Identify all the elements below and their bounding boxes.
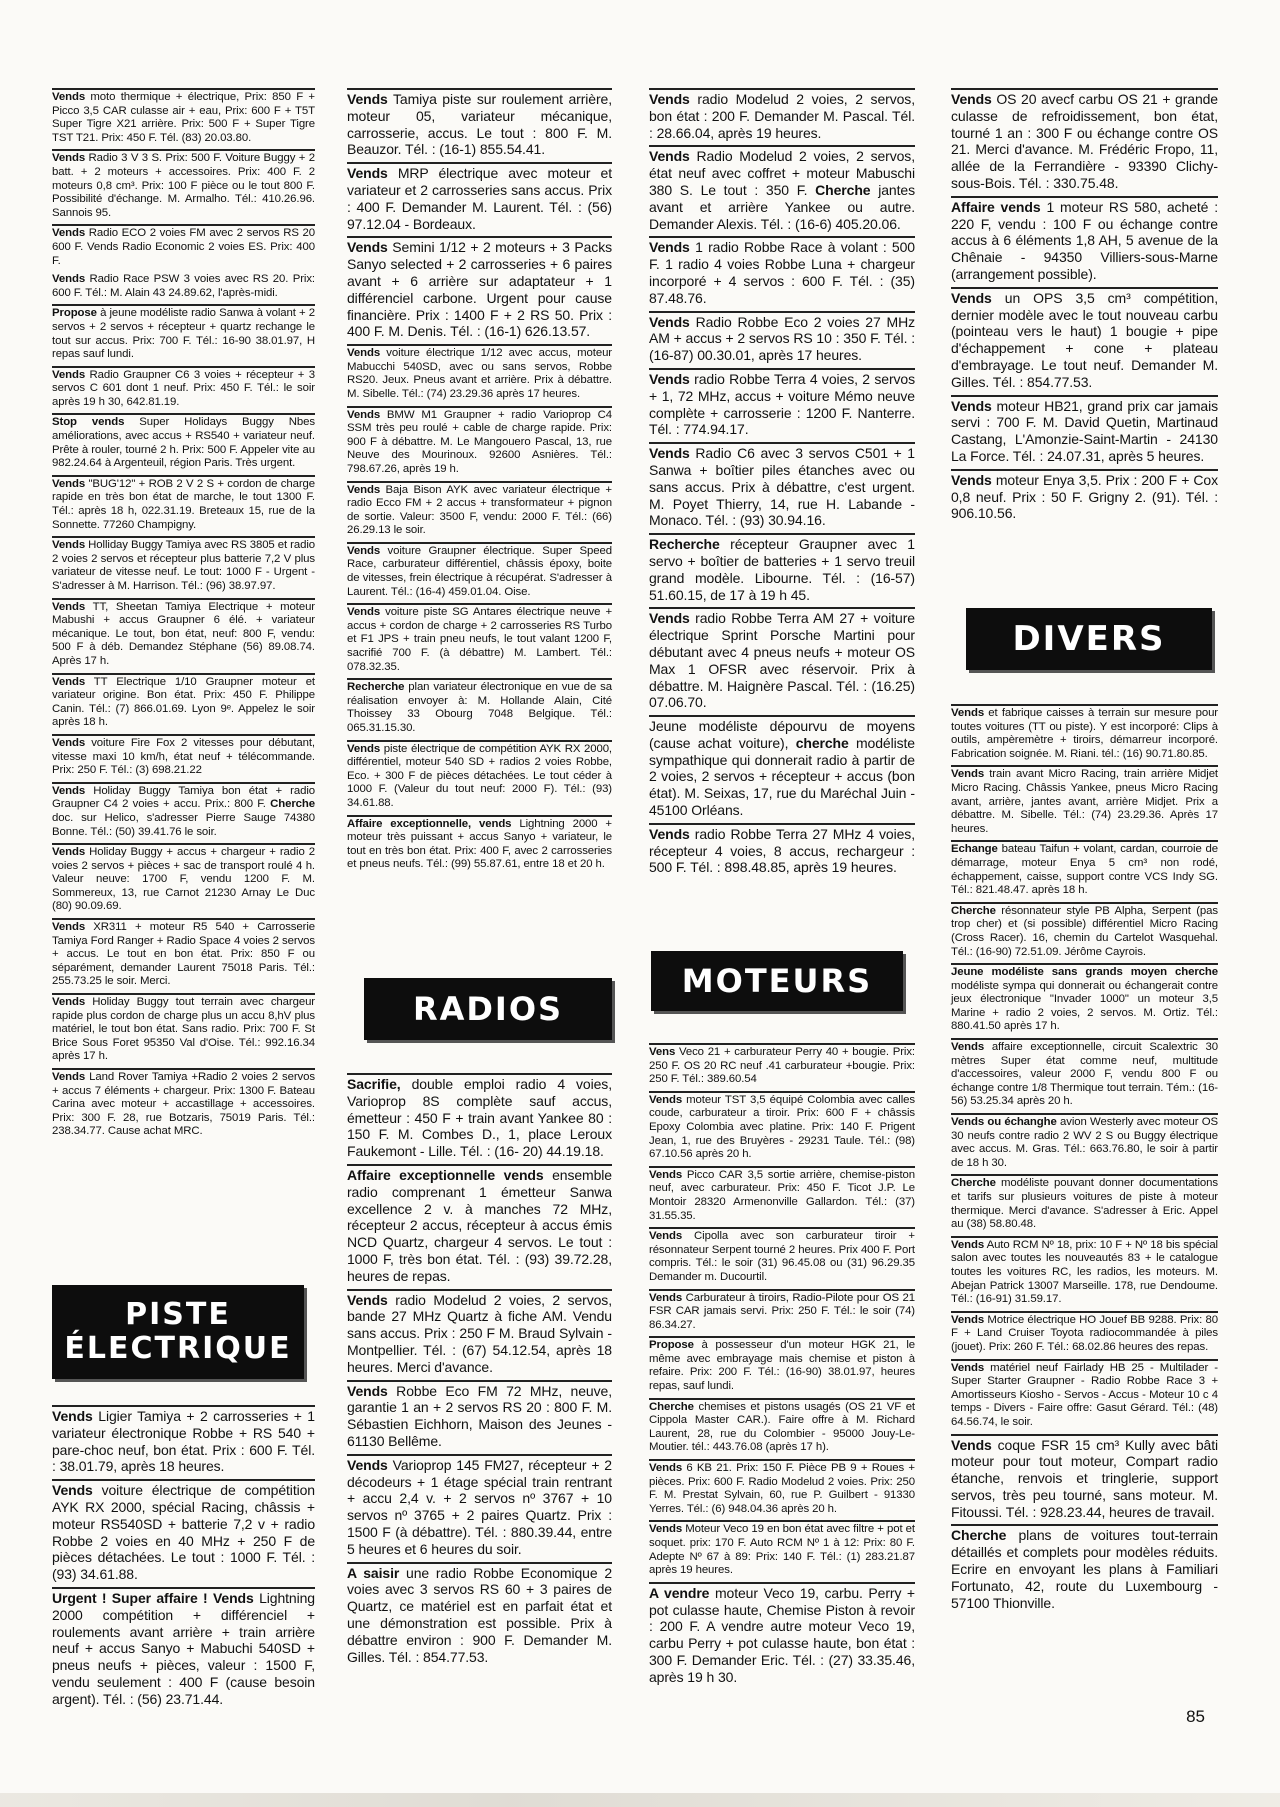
ad-text: 1 moteur RS 580, acheté : 220 F, vendu : 100 F ou échange contre accus à 6 éléments 1,8 AH, 5 avenue de la Chênaie - 94350 Villiers-sous-Marne (arrangement possible). bbox=[951, 198, 1218, 282]
classified-ad bbox=[52, 149, 315, 224]
ad-lead: Sacrifie, bbox=[347, 1076, 401, 1092]
ad-lead: Vends bbox=[649, 1523, 683, 1536]
ad-text: voiture électrique 1/12 avec accus, moteur Mabucchi 540SD, avec ou sans servos, Robbe RS20. Jeux. Pneus avant et arrière. Prix à débattre. M. Sibelle. Tél.: (74) 23.29.36 après 17 heures. bbox=[347, 347, 612, 400]
ad-text: Lightning 2000 + moteur très puissant + accus Sanyo + variateur, le tout en très bon état. Prix: 400 F, avec 2 carrosseries et pneus neufs. Tél.: (99) 55.87.61, entre 18 et 20 h. bbox=[347, 817, 612, 871]
classified-ad bbox=[52, 843, 315, 918]
ad-lead: Vends bbox=[52, 368, 86, 381]
classified-ad bbox=[649, 1459, 915, 1520]
classified-ad bbox=[649, 1520, 915, 1581]
ad-text: Lightning 2000 compétition + différenciel + roulements avant arrière + train arrière neuf + accus Sanyo + Mabuchi 540SD + pneus neufs + pièces, valeur : 1500 F, vendu seulement : 400 F (cause besoin argent). Tél. : (56) 23.71.44. bbox=[52, 1589, 315, 1707]
ad-text: récepteur Graupner avec 1 servo + boîtier de batteries + 1 servo treuil grand modèle. Libourne. Tél. : (16-57) 51.60.15, de 17 à 19 h 45. bbox=[649, 536, 915, 603]
classified-ad bbox=[649, 1336, 915, 1397]
banner-label: DIVERS bbox=[1012, 619, 1166, 659]
ad-text: plan variateur électronique en vue de sa réalisation envoyer à: M. Hollande Alain, Cité Thoissey 33 Obourg 7048 Belgique. Tél.: 065.31.15.30. bbox=[347, 681, 612, 734]
ad-text: modéliste pouvant donner documentations et tarifs sur plusieurs voitures de piste à moteur thermique. Merci d'avance. S'adresser à Eric. Appel au (38) 58.80.48. bbox=[951, 1177, 1218, 1231]
ad-lead: Cherche bbox=[951, 904, 996, 917]
ad-lead: Vends bbox=[52, 91, 86, 103]
classified-ad bbox=[347, 815, 612, 876]
ad-text: BMW M1 Graupner + radio Varioprop C4 SSM très peu roulé + cable de charge rapide. Prix: 900 F à débattre. M. Le Mangouero Pascal, 13, rue Neuve des Mourinoux. 92600 Asnières. Tél.: 798.67.26, après 19 h. bbox=[347, 408, 612, 475]
classified-ad bbox=[649, 236, 915, 310]
ad-lead: Vends bbox=[52, 273, 86, 286]
ad-text: affaire exceptionnelle, circuit Scalextric 30 mètres Super état comme neuf, multitude d'accessoires, valeur 2000 F, vendu 800 F ou échange contre 1/8 Thermique tout terrain. Tém.: (16-56) 53.25.34 après 20 h. bbox=[951, 1041, 1218, 1108]
classified-ad bbox=[347, 1164, 612, 1289]
ad-lead: Vends bbox=[52, 921, 86, 934]
ad-text: moteur HB21, grand prix car jamais servi : 700 F. M. David Quetin, Martinaud Castang, L'Amonzie-Saint-Martin - 24130 La Force. Tél. : 24.07.31, après 5 heures. bbox=[951, 397, 1218, 464]
ad-text: à jeune modéliste radio Sanwa à volant + 2 servos + 2 servos + récepteur + quartz rechange le tout sur accus. Prix: 700 F. Tél.: 16-90 38.01.97, H repas sauf lundi. bbox=[52, 307, 315, 361]
classified-ad bbox=[649, 368, 915, 442]
ad-text: doc. sur Helico, s'adresser Pierre Sauge 74380 Bonne. Tél.: (50) 39.41.76 le soir. bbox=[52, 811, 315, 838]
ad-text: Tamiya piste sur roulement arrière, moteur 05, variateur mécanique, carrosserie, accus. Le tout : 800 F. M. Beauzor. Tél. : (16-1) 855.54.41. bbox=[347, 91, 612, 158]
ad-lead: Vends bbox=[52, 152, 86, 165]
ad-lead: Propose bbox=[649, 1339, 694, 1352]
classified-ad bbox=[347, 740, 612, 815]
ad-lead: Vends bbox=[52, 736, 86, 749]
ad-text: MRP électrique avec moteur et variateur et 2 carrosseries sans accus. Prix : 400 F. Demander M. Laurent. Tél. : (56) 97.12.04 - Bordeaux. bbox=[347, 165, 612, 232]
classified-ad bbox=[649, 823, 915, 880]
ad-text: plans de voitures tout-terrain détaillés et complets pour modèles réduits. Ecrire en envoyant les plans à Familiari Fortunato, 42, route du Luxembourg - 57100 Thionville. bbox=[951, 1527, 1218, 1611]
ad-text: radio Robbe Terra 4 voies, 2 servos + 1, 72 MHz, accus + voiture Mémo neuve complète + carrosserie : 1200 F. Nanterre. Tél. : 774.94.17. bbox=[649, 370, 915, 438]
ad-lead: Echange bbox=[951, 843, 998, 856]
ad-lead: Vends bbox=[52, 1071, 86, 1083]
ad-text: TT, Sheetan Tamiya Electrique + moteur Mabushi + accus Graupner 6 élé. + variateur mécanique. Le tout, bon état, neuf: 800 F, vendu: 500 F à déb. Demandez Stéphane (56) 89.08.74. Après 17 h. bbox=[52, 600, 315, 667]
classified-ad bbox=[347, 1289, 612, 1380]
column-2-bottom bbox=[347, 1073, 612, 1669]
classified-ad bbox=[52, 224, 315, 272]
ad-text: piste électrique de compétition AYK RX 2000, différentiel, moteur 540 SD + radios 2 voies Robbe, Eco. + 300 F de pièces détachées. Le tout céder à 1000 F. (Valeur du tout neuf: 2000 F). Tél.: (93) 34.61.88. bbox=[347, 742, 612, 809]
ad-text: Varioprop 145 FM27, récepteur + 2 décodeurs + 1 étage spécial train rentrant + accu 2,4 v. + 2 servos nº 3767 + 10 servos nº 3765 + 2 paires Quartz. Prix : 1500 F (à débattre). Tél. : 880.39.44, entre 5 heures et 6 heures du soir. bbox=[347, 1456, 612, 1557]
classified-ad bbox=[649, 533, 915, 607]
ad-lead: Vends bbox=[347, 1456, 388, 1473]
ad-lead: Vends bbox=[52, 996, 86, 1009]
column-3-bottom bbox=[649, 1043, 915, 1690]
classified-ad bbox=[649, 1043, 915, 1091]
ad-lead: A saisir bbox=[347, 1564, 400, 1581]
classified-ad bbox=[649, 442, 915, 533]
column-1-bottom bbox=[52, 1405, 315, 1712]
classified-ad bbox=[347, 1454, 612, 1562]
ad-lead: Vends bbox=[52, 1408, 93, 1424]
classified-ad bbox=[951, 963, 1218, 1038]
classified-ad bbox=[52, 782, 315, 843]
ad-text: bateau Taifun + volant, cardan, courroie de démarrage, moteur Enya 5 cm³ non rodé, échappement, caisse, support contre VCS Indy SG. Tél.: 821.48.47. après 18 h. bbox=[951, 843, 1218, 897]
ad-lead: Vends bbox=[951, 1238, 985, 1251]
ad-text: Carburateur à tiroirs, Radio-Pilote pour OS 21 FSR CAR jamais servi. Prix: 250 F. Tél.: le soir (74) 86.34.27. bbox=[649, 1291, 915, 1331]
ad-lead: A vendre bbox=[649, 1584, 710, 1601]
ad-text: à possesseur d'un moteur HGK 21, le même avec embrayage mais chemise et piston à refaire. Prix: 200 F. Tél.: (16-90) 38.01.97, heures repas, sauf lundi. bbox=[649, 1339, 915, 1393]
ad-text: ensemble radio comprenant 1 émetteur Sanwa excellence 2 v. à manches 72 MHz, récepteur 2 accus, récepteur à accus émis NCD Quartz, chargeur 4 servos. Le tout : 1000 F, très bon état. Tél. : (93) 39.72.28, heures de repas. bbox=[347, 1166, 612, 1284]
ad-lead: Propose bbox=[52, 307, 97, 320]
classified-ad bbox=[347, 344, 612, 405]
classified-ad bbox=[951, 1524, 1218, 1615]
ad-lead: Vends bbox=[951, 91, 992, 107]
classified-ad bbox=[649, 1166, 915, 1227]
ad-lead: Cherche bbox=[951, 1527, 1007, 1544]
ad-lead: Vends bbox=[52, 539, 86, 552]
ad-text: moteur TST 3,5 équipé Colombia avec calles coude, carburateur a tiroir. Prix: 600 F + châssis Epoxy Colombia avec platine. Prix: 140 F. Prigent Jean, 1, rue des Bruyères - 29231 Taule. Tél.: (98) 67.10.56 après 20 h. bbox=[649, 1093, 915, 1161]
ad-lead: Affaire vends bbox=[951, 198, 1041, 215]
ad-text: Radio C6 avec 3 servos C501 + 1 Sanwa + boîtier piles étanches avec ou sans accus. Prix à débattre, c'est urgent. M. Poyet Thierry, 14, rue H. Labande - Monaco. Tél. : (93) 30.94.16. bbox=[649, 445, 915, 529]
ad-text: voiture électrique de compétition AYK RX 2000, spécial Racing, châssis + moteur RS540SD + batterie 7,2 v + radio Robbe 2 voies en 40 MHz + 250 F de pièces détachées. Le tout : 1000 F. Tél. : (93) 34.61.88. bbox=[52, 1482, 315, 1583]
classified-ad bbox=[951, 287, 1218, 395]
ad-lead: Cherche bbox=[815, 181, 871, 198]
ad-lead: Vends bbox=[347, 544, 381, 557]
classified-ad bbox=[951, 902, 1218, 963]
banner-line-1: PISTE bbox=[125, 1297, 231, 1332]
ad-lead: Vends bbox=[347, 239, 388, 256]
classified-ad bbox=[52, 304, 315, 365]
ad-text: radio Robbe Terra 27 MHz 4 voies, récepteur 4 voies, 8 accus, rechargeur : 500 F. Tél. : 898.48.85, après 19 heures. bbox=[649, 825, 915, 876]
classified-ad bbox=[951, 1311, 1218, 1359]
banner-piste-electrique bbox=[52, 1285, 304, 1379]
ad-lead: Cherche bbox=[649, 1400, 694, 1413]
ad-lead: Vends bbox=[951, 1313, 985, 1326]
banner-moteurs bbox=[651, 951, 903, 1011]
classified-ad bbox=[52, 1068, 315, 1143]
classified-ad bbox=[951, 1038, 1218, 1113]
page-number: 85 bbox=[1186, 1707, 1205, 1726]
classified-ad bbox=[347, 542, 612, 603]
ad-lead: Affaire exceptionnelle vends bbox=[347, 1166, 544, 1183]
ad-lead: Vends bbox=[347, 91, 388, 107]
classified-ad bbox=[951, 88, 1218, 196]
classified-ad bbox=[951, 1236, 1218, 1311]
ad-lead: Stop vends bbox=[52, 416, 125, 429]
classified-ad bbox=[52, 272, 315, 304]
ad-text: modéliste sympa qui donnerait ou échangerait contre jeux électronique "Invader 1000" un moteur 3,5 Marine + radio 2 voies, 2 servos. M. Ortiz. Tél.: 880.41.50 après 17 h. bbox=[951, 979, 1218, 1033]
classified-ad bbox=[347, 1073, 612, 1164]
ad-text: modéliste sympathique qui donnerait radio à partir de 2 voies, 2 servos + récepteur + accus (bon état). M. Seixas, 17, rue du Maréchal Juin - 45100 Orléans. bbox=[649, 734, 915, 819]
ad-lead: Vends bbox=[649, 148, 690, 165]
ad-lead: Vends bbox=[649, 1230, 683, 1243]
classified-ad bbox=[52, 413, 315, 474]
ad-lead: Vends bbox=[347, 1291, 388, 1308]
ad-text: Land Rover Tamiya +Radio 2 voies 2 servos + accus 7 éléments + chargeur. Prix: 1300 F. Bateau Carina avec moteur + accastillage + accessoires. Prix: 300 F. 28, rue Botzaris, 75019 Paris. Tél.: 238.34.77. Cause achat MRC. bbox=[52, 1071, 315, 1138]
ad-text: TT Electrique 1/10 Graupner moteur et variateur origine. Bon état. Prix: 450 F. Philippe Canin. Tél.: (7) 866.01.69. Lyon 9ᵉ. Appelez le soir après 18 h. bbox=[52, 675, 315, 729]
ad-lead: Vends bbox=[649, 370, 690, 387]
classified-ad bbox=[951, 840, 1218, 901]
ad-text: radio Robbe Terra AM 27 + voiture électrique Sprint Porsche Martini pour débutant avec 4 pneus neufs + moteur OS Max 1 OFSR avec réservoir. Prix à débattre. M. Haignère Pascal. Tél. : (16.25) 07.06.70. bbox=[649, 610, 915, 711]
ad-text: Picco CAR 3,5 sortie arrière, chemise-piston neuf, avec carburateur. Prix: 450 F. Ticot J.P. Le Montoir 28320 Armenonville Gallardon. Tél.: (37) 31.55.35. bbox=[649, 1168, 915, 1222]
ad-text: Baja Bison AYK avec variateur électrique + radio Ecco FM + 2 accus + transformateur + pignon de sortie. Valeur: 3500 F, vendu: 2000 F. Tél.: (66) 26.29.13 le soir. bbox=[347, 483, 612, 537]
ad-text: XR311 + moteur R5 540 + Carrosserie Tamiya Ford Ranger + Radio Space 4 voies 2 servos + accus. Le tout en bon état. Prix: 850 F ou séparément, demander Laurent 75018 Paris. Tél.: 255.73.25 le soir. Merci. bbox=[52, 921, 315, 988]
column-2 bbox=[347, 88, 612, 876]
ad-text: résonnateur style PB Alpha, Serpent (pas trop cher) et (si possible) différentiel Micro Racing (Cross Racer). 16, chemin du Cartelot Wasquehal. Tél.: (16-90) 72.51.09. Jérôme Cayrois. bbox=[951, 904, 1218, 958]
classified-ad bbox=[52, 475, 315, 536]
classified-ad bbox=[52, 673, 315, 734]
ad-text: avion Westerly avec moteur OS 30 neufs contre radio 2 WV 2 S ou Buggy électrique avec accus. M. Gras. Tél.: 663.76.80, le soir à partir de 18 h 30. bbox=[951, 1116, 1218, 1169]
ad-lead: Vends bbox=[951, 1361, 985, 1374]
ad-text: Holiday Buggy + accus + chargeur + radio 2 voies 2 servos + pièces + sac de transport roulé 4 h. Valeur neuve: 1700 F, vendu 1200 F. M. Sommereux, 13, rue Carnot 21230 Arnay Le Duc (80) 90.09.69. bbox=[52, 846, 315, 913]
ad-lead: Vends bbox=[649, 825, 690, 842]
ad-text: Motrice électrique HO Jouef BB 9288. Prix: 80 F + Land Cruiser Toyota radiocommandée à piles (jouet). Prix: 260 F. Tél.: 68.02.86 heures des repas. bbox=[951, 1313, 1218, 1353]
ad-text: chemises et pistons usagés (OS 21 VF et Cippola Master CAR.). Faire offre à M. Richard Laurent, 28, rue du Colombier - 95000 Jouy-Le-Moutier. tél.: 443.76.08 (après 17 h). bbox=[649, 1400, 915, 1454]
ad-text: moto thermique + électrique, Prix: 850 F + Picco 3,5 CAR culasse air + eau, Prix: 600 F + T5T Super Tigre X21 arrière. Prix: 500 F + Super Tigre TST T21. Prix: 450 F. Tél. (83) 20.03.80. bbox=[52, 91, 315, 144]
classified-ad bbox=[951, 704, 1218, 765]
ad-text: Robbe Eco FM 72 MHz, neuve, garantie 1 an + 2 servos RS 20 : 800 F. M. Sébastien Eichhorn, Maison des Jeunes - 61130 Bellême. bbox=[347, 1382, 612, 1449]
ad-lead: Vends bbox=[347, 483, 381, 496]
ad-lead: Vends bbox=[649, 91, 690, 107]
ad-text: voiture Graupner électrique. Super Speed Race, carburateur différentiel, châssis époxy, boite de vitesses, frein électrique à récupérat. S'adresser à Laurent. Tél.: (16-4) 459.01.04. Oise. bbox=[347, 544, 612, 598]
ad-text: Moteur Veco 19 en bon état avec filtre + pot et soquet. prix: 170 F. Auto RCM Nº 1 à 12: Prix: 80 F. Adepte Nº 67 à 89: Prix: 140 F. Tél.: (1) 283.21.87 après 19 heures. bbox=[649, 1523, 915, 1577]
ad-text: Holiday Buggy Tamiya bon état + radio Graupner C4 2 voies + accu. Prix.: 800 F. bbox=[52, 784, 315, 811]
classified-ad bbox=[951, 1113, 1218, 1174]
classified-ad bbox=[52, 1479, 315, 1587]
classified-ad bbox=[52, 993, 315, 1068]
ad-text: Jeune modéliste dépourvu de moyens (cause achat voiture), bbox=[649, 718, 915, 751]
classified-ad bbox=[347, 1380, 612, 1454]
column-3 bbox=[649, 88, 915, 880]
classified-ad bbox=[52, 734, 315, 782]
ad-text: matériel neuf Fairlady HB 25 - Multilader - Super Starter Graupner - Radio Robbe Race 3 + Amortisseurs Kiosho - Servos - Accus - Moteur 10 c 4 temps - Divers - Faire offre: Gasut Gérard. Tél.: (48) 64.56.74, le soir. bbox=[951, 1361, 1218, 1428]
ad-text: Super Holidays Buggy Nbes améliorations, avec accus + RS540 + variateur neuf. Prête à rouler, tourné 2 h. Prix: 500 F. Appeler vite au 982.24.64 à Argenteuil, région Paris. Très urgent. bbox=[52, 416, 315, 470]
ad-text: OS 20 avecf carbu OS 21 + grande culasse de refroidissement, bon état, tourné 1 an : 300 F ou échange contre OS 21. Merci d'avance. M. Frédéric Fropo, 11, allée de la Ferrandière - 93390 Clichy-sous-Bois. Tél. : 330.75.48. bbox=[951, 91, 1218, 191]
ad-lead: Vends bbox=[951, 1041, 985, 1054]
ad-text: coque FSR 15 cm³ Kully avec bâti moteur pour tout moteur, Compart radio étanche, renvois et tringlerie, support servos, très peu tourné, sans moteur. M. Fitoussi. Tél. : 928.23.44, heures de travail. bbox=[951, 1436, 1218, 1520]
ad-lead: Vends bbox=[951, 1436, 992, 1453]
ad-text: Radio ECO 2 voies FM avec 2 servos RS 20 600 F. Vends Radio Economic 2 voies ES. Prix: 400 F. bbox=[52, 227, 315, 267]
ad-text: 1 radio Robbe Race à volant : 500 F. 1 radio 4 voies Robbe Luna + chargeur incorporé + 4 servos : 600 F. Tél. : (35) 87.48.76. bbox=[649, 239, 915, 306]
column-4 bbox=[951, 88, 1218, 526]
classified-ad bbox=[649, 607, 915, 715]
ad-text: Auto RCM Nº 18, prix: 10 F + Nº 18 bis spécial salon avec toutes les nouveautés 83 + le catalogue toutes les voitures RC, les radios, les moteurs. M. Abejan Patrick 13007 Marseille. 178, rue Dendoume. Tél.: (16-91) 31.59.17. bbox=[951, 1238, 1218, 1306]
ad-lead: Vends bbox=[649, 610, 690, 627]
classified-ad bbox=[951, 1434, 1218, 1525]
ad-lead: Affaire exceptionnelle, vends bbox=[347, 817, 512, 830]
classified-ad bbox=[52, 536, 315, 597]
classified-ad bbox=[649, 1582, 915, 1690]
ad-text: Semini 1/12 + 2 moteurs + 3 Packs Sanyo selected + 2 carrosseries + 6 paires avant + 6 arrière sur adaptateur + 1 différenciel carbone. Urgent pour cause financière. Prix : 1400 F + 2 RS 50. Prix : 400 F. M. Denis. Tél. : (16-1) 626.13.57. bbox=[347, 239, 612, 340]
classified-ad bbox=[951, 395, 1218, 469]
ad-text: Radio Robbe Eco 2 voies 27 MHz AM + accus + 2 servos RS 10 : 350 F. Tél. : (16-87) 00.30.01, après 17 heures. bbox=[649, 313, 915, 364]
ad-lead: Cherche bbox=[951, 1177, 996, 1190]
classified-ad bbox=[649, 1398, 915, 1459]
classified-ad bbox=[649, 1227, 915, 1288]
ad-lead: Vends ou échanghe bbox=[951, 1116, 1057, 1129]
ad-lead: Vends bbox=[52, 675, 86, 688]
ad-text: double emploi radio 4 voies, Varioprop 8S complète sauf accus, émetteur : 450 F + train avant Yankee 80 : 150 F. M. Combes D., 1, place Leroux Faukemont - Lille. Tél. : (16- 20) 44.19.18. bbox=[347, 1076, 612, 1160]
ad-text: voiture Fire Fox 2 vitesses pour débutant, vitesse maxi 10 km/h, état neuf + télécommande. Prix: 250 F. Tél.: (3) 698.21.22 bbox=[52, 736, 315, 777]
banner-radios bbox=[364, 978, 612, 1040]
ad-text: Veco 21 + carburateur Perry 40 + bougie. Prix: 250 F. OS 20 RC neuf .41 carburateur +bougie. Prix: 250 F. Tél.: 389.60.54 bbox=[649, 1046, 915, 1086]
classified-ad bbox=[52, 1587, 315, 1712]
ad-text: 6 KB 21. Prix: 150 F. Pièce PB 9 + Roues + pièces. Prix: 600 F. Radio Modelud 2 voies. Prix: 250 F. M. Prestat Sylvain, 60, rue P. Guilbert - 91330 Yerres. Tél.: (6) 948.04.36 après 20 h. bbox=[649, 1462, 915, 1515]
classified-ad bbox=[52, 1405, 315, 1479]
classified-ad bbox=[347, 678, 612, 739]
classified-ad bbox=[347, 162, 612, 236]
ad-lead: Recherche bbox=[649, 536, 720, 553]
ad-text: Radio Graupner C6 3 voies + récepteur + 3 servos C 601 dont 1 neuf. Prix: 450 F. Tél.: le soir après 19 h 30, 642.81.19. bbox=[52, 368, 315, 408]
classified-ad bbox=[347, 1562, 612, 1670]
ad-text: moteur Veco 19, carbu. Perry + pot culasse haute, Chemise Piston à revoir : 200 F. A vendre autre moteur Veco 19, carbu Perry + pot culasse haute, bon état : 300 F. Demander Eric. Tél. : (27) 33.35.46, après 19 h 30. bbox=[649, 1584, 915, 1685]
column-1 bbox=[52, 88, 315, 1143]
ad-lead: Vends bbox=[649, 239, 690, 256]
ad-lead: Vends bbox=[52, 1482, 93, 1499]
ad-text: "BUG'12" + ROB 2 V 2 S + cordon de charge rapide en très bon état de marche, le tout 1300 F. Tél.: après 18 h, 022.31.19. Breteaux 15, rue de la Sonnette. 77260 Champigny. bbox=[52, 477, 315, 531]
ad-text: radio Modelud 2 voies, 2 servos, bon état : 200 F. Demander M. Pascal. Tél. : 28.66.04, après 19 heures. bbox=[649, 91, 915, 141]
ad-text: Radio 3 V 3 S. Prix: 500 F. Voiture Buggy + 2 batt. + 2 moteurs + accessoires. Prix: 400 F. 2 moteurs 0,8 cm³. Prix: 100 F pièce ou le tout 800 F. Possibilité d'échange. M. Armalho. Tél.: 410.26.96. Sannois 95. bbox=[52, 152, 315, 219]
classified-ad bbox=[649, 88, 915, 145]
classified-ad bbox=[347, 406, 612, 481]
ad-lead: Vends bbox=[347, 165, 388, 182]
classified-ad bbox=[347, 603, 612, 678]
ad-lead: Vends bbox=[52, 600, 86, 613]
ad-lead: Vends bbox=[347, 742, 381, 755]
ad-lead: Vends bbox=[649, 1093, 683, 1106]
ad-lead: Vends bbox=[649, 445, 690, 462]
ad-lead: Vends bbox=[649, 313, 690, 330]
classified-ad bbox=[951, 196, 1218, 287]
classified-ad bbox=[649, 715, 915, 823]
ad-text: jantes avant et arrière Yankee ou autre. Demander Alexis. Tél. : (16-6) 405.20.06. bbox=[649, 181, 915, 232]
ad-text: un OPS 3,5 cm³ compétition, dernier modèle avec le tout nouveau carbu (pointeau vers le haut) 1 bougie + pipe d'échappement + cone + plateau d'embrayage. Le tout neuf. Demander M. Gilles. Tél. : 854.77.53. bbox=[951, 289, 1218, 390]
ad-lead: cherche bbox=[795, 734, 849, 751]
ad-lead: Vends bbox=[951, 397, 992, 414]
ad-text: moteur Enya 3,5. Prix : 200 F + Cox 0,8 neuf. Prix : 50 F. Grigny 2. (91). Tél. : 906.10.56. bbox=[951, 471, 1218, 522]
ad-text: Holliday Buggy Tamiya avec RS 3805 et radio 2 voies 2 servos et récepteur plus batterie 7,2 V plus variateur de vitesse neuf. Le tout: 1000 F - Urgent - S'adresser à M. Harrison. Tél.: (96) 38.97.97. bbox=[52, 539, 315, 592]
ad-text: voiture piste SG Antares électrique neuve + accus + cordon de charge + 2 carrosseries RS Turbo et F1 JPS + train pneu neufs, le tout valant 1200 F, sacrifié 700 F. (à débattre) M. Lambert. Tél.: 078.32.35. bbox=[347, 606, 612, 673]
banner-label: MOTEURS bbox=[681, 962, 873, 1000]
ad-text: Holiday Buggy tout terrain avec chargeur rapide plus cordon de charge plus un accu 8,hV plus matériel, le tout bon état. Sans radio. Prix: 700 F. St Brice Sous Foret 95350 Val d'Oise. Tél.: 992.16.34 après 17 h. bbox=[52, 996, 315, 1063]
ad-lead: Vends bbox=[951, 707, 985, 719]
ad-lead: Recherche bbox=[347, 681, 405, 694]
classified-ad bbox=[951, 469, 1218, 526]
ad-lead: Vends bbox=[52, 227, 86, 240]
ad-lead: Vends bbox=[951, 289, 992, 306]
ad-lead: Cherche bbox=[270, 798, 315, 811]
classified-ad bbox=[52, 598, 315, 673]
ad-text: et fabrique caisses à terrain sur mesure pour toutes voitures (TT ou piste). Y est incorporé: Clips à outils, ampèremètre + tiroirs, démarreur incorporé. Fabrication soignée. M. Riani. tél.: (16) 90.71.80.85. bbox=[951, 707, 1218, 760]
ad-lead: Vends bbox=[649, 1291, 683, 1304]
ad-lead: Vends bbox=[649, 1168, 683, 1181]
classified-ad bbox=[52, 88, 315, 149]
ad-lead: Vends bbox=[347, 347, 381, 360]
ad-lead: Vends bbox=[347, 408, 381, 421]
ad-lead: Urgent ! Super affaire ! Vends bbox=[52, 1589, 254, 1606]
classified-ad bbox=[951, 1174, 1218, 1235]
banner-divers bbox=[966, 608, 1212, 670]
ad-lead: Jeune modéliste sans grands moyen cherche bbox=[951, 966, 1218, 979]
classified-ad bbox=[347, 88, 612, 162]
ad-text: Radio Modelud 2 voies, 2 servos, état neuf avec coffret + moteur Mabuschi 380 S. Le tout : 350 F. bbox=[649, 148, 915, 198]
classified-ad bbox=[951, 1359, 1218, 1434]
page-edge bbox=[0, 1793, 1280, 1807]
ad-lead: Vends bbox=[951, 471, 992, 488]
ad-text: radio Modelud 2 voies, 2 servos, bande 27 MHz Quartz à fiche AM. Vendu sans accus. Prix : 250 F M. Braud Sylvain - Montpellier. Tél. : (67) 54.12.54, après 18 heures. Merci d'avance. bbox=[347, 1291, 612, 1375]
ad-lead: Vends bbox=[52, 846, 86, 859]
ad-lead: Vens bbox=[649, 1046, 676, 1058]
ad-lead: Vends bbox=[347, 606, 381, 619]
classified-ad bbox=[347, 481, 612, 542]
ad-lead: Vends bbox=[347, 1382, 388, 1399]
ad-lead: Vends bbox=[52, 784, 86, 797]
classified-ad bbox=[649, 1289, 915, 1337]
classified-ad bbox=[649, 1091, 915, 1166]
classified-ad bbox=[52, 918, 315, 993]
classified-ad bbox=[347, 236, 612, 344]
classified-ad bbox=[649, 145, 915, 236]
classified-ad bbox=[52, 366, 315, 414]
column-4-bottom bbox=[951, 704, 1218, 1615]
classified-ad bbox=[649, 311, 915, 368]
ad-lead: Vends bbox=[649, 1462, 683, 1475]
ad-text: train avant Micro Racing, train arrière Midjet Micro Racing. Châssis Yankee, pneus Micro Racing avant, arrière, jantes avant, arrière Midjet. Prix a débattre. M. Sibelle. Tél.: (74) 23.29.36. Après 17 heures. bbox=[951, 768, 1218, 835]
ad-text: une radio Robbe Economique 2 voies avec 3 servos RS 60 + 3 paires de Quartz, ce matériel est en parfait état et une démonstration est possible. Prix à débattre environ : 900 F. Demander M. Gilles. Tél. : 854.77.53. bbox=[347, 1564, 612, 1665]
banner-label: RADIOS bbox=[412, 990, 564, 1028]
banner-line-2: ÉLECTRIQUE bbox=[64, 1331, 292, 1366]
ad-text: Ligier Tamiya + 2 carrosseries + 1 variateur électronique Robbe + RS 540 + pare-choc neuf, bon état. Prix : 600 F. Tél. : 38.01.79, après 18 heures. bbox=[52, 1408, 315, 1475]
ad-text: Cipolla avec son carburateur tiroir + résonnateur Serpent tourné 2 heures. Prix 400 F. Port compris. Tél.: le soir (31) 96.45.08 ou (31) 96.29.35 Demander m. Ducourtil. bbox=[649, 1230, 915, 1283]
ad-text: Radio Race PSW 3 voies avec RS 20. Prix: 600 F. Tél.: M. Alain 43 24.89.62, l'après-midi. bbox=[52, 273, 315, 299]
ad-lead: Vends bbox=[52, 477, 86, 490]
ad-lead: Vends bbox=[951, 768, 985, 781]
classified-ad bbox=[951, 765, 1218, 840]
